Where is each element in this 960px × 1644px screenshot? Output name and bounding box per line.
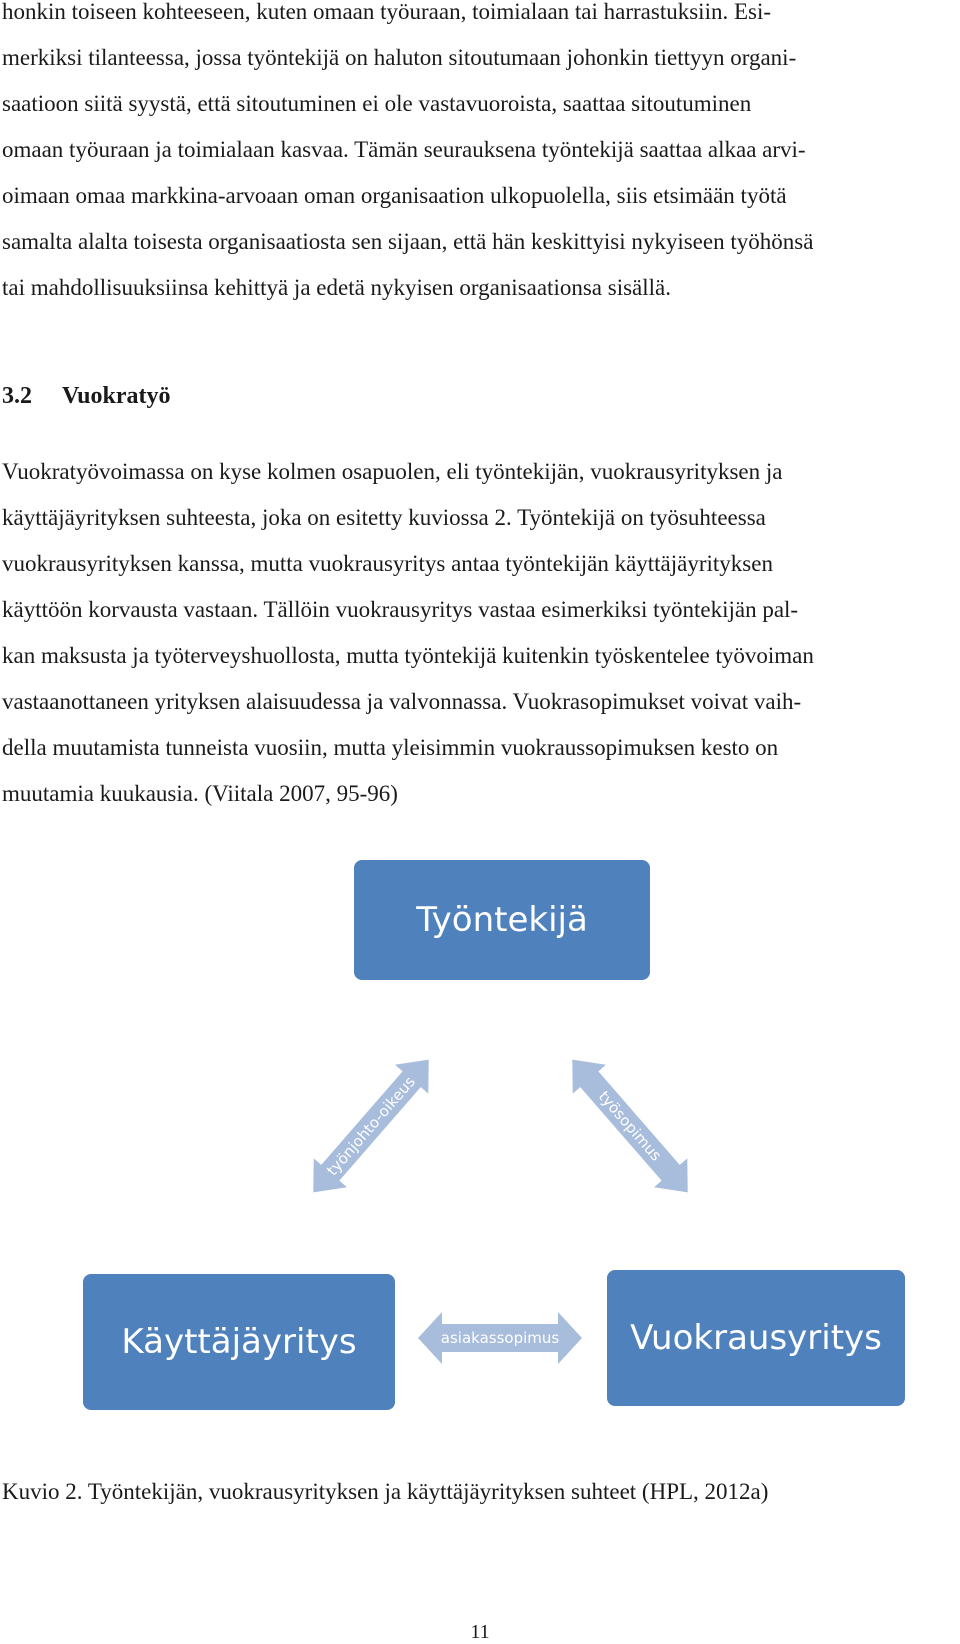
user-company-box [83,1274,395,1410]
text-line: samalta alalta toisesta organisaatiosta sen sijaan, että hän keskittyisi nykyiseen työhönsä [2,229,814,254]
text-line: vuokrausyrityksen kanssa, mutta vuokrausyritys antaa työntekijän käyttäjäyrityksen [2,551,773,576]
section-number: 3.2 [2,383,32,409]
section-title: Vuokratyö [62,383,171,409]
text-line: oimaan omaa markkina-arvoaan oman organisaation ulkopuolella, siis etsimään työtä [2,183,787,208]
text-line: della muutamista tunneista vuosiin, mutta yleisimmin vuokraussopimuksen kesto on [2,735,779,760]
employment-contract-label: työsopimus [594,1087,666,1165]
employment-contract-arrow [556,1045,705,1207]
text-line: honkin toiseen kohteeseen, kuten omaan työuraan, toimialaan tai harrastuksiin. Esi- [2,0,772,24]
text-line: käyttäjäyrityksen suhteesta, joka on esitetty kuviossa 2. Työntekijä on työsuhteessa [2,505,766,530]
text-line: vastaanottaneen yrityksen alaisuudessa ja valvonnassa. Vuokrasopimukset voivat vaih- [2,689,802,714]
management-right-label: työnjohto-oikeus [323,1072,419,1180]
text-line: käyttöön korvausta vastaan. Tällöin vuokrausyritys vastaa esimerkiksi työntekijän pal- [2,597,799,622]
text-line: saatioon siitä syystä, että sitoutuminen ei ole vastavuoroista, saattaa sitoutuminen [2,91,752,116]
employee-label: Työntekijä [416,900,588,940]
text-line: muutamia kuukausia. (Viitala 2007, 95-96) [2,781,398,806]
agency-box [607,1270,905,1406]
text-line: kan maksusta ja työterveyshuollosta, mutta työntekijä kuitenkin työskentelee työvoiman [2,643,814,668]
page-number: 11 [470,1621,490,1643]
user-company-label: Käyttäjäyritys [121,1322,357,1362]
text-line: tai mahdollisuuksiinsa kehittyä ja edetä nykyisen organisaationsa sisällä. [2,275,671,300]
text-line: omaan työuraan ja toimialaan kasvaa. Tämän seurauksena työntekijä saattaa alkaa arvi- [2,137,806,162]
employee-box [354,860,650,980]
client-contract-arrow [418,1312,582,1364]
management-right-arrow [297,1045,446,1207]
text-line: Vuokratyövoimassa on kyse kolmen osapuolen, eli työntekijän, vuokrausyrityksen ja [2,459,783,484]
client-contract-label: asiakassopimus [440,1329,560,1347]
agency-label: Vuokrausyritys [630,1318,882,1358]
text-line: merkiksi tilanteessa, jossa työntekijä on haluton sitoutumaan johonkin tiettyyn organi- [2,45,797,70]
figure-caption: Kuvio 2. Työntekijän, vuokrausyrityksen ja käyttäjäyrityksen suhteet (HPL, 2012a) [2,1479,769,1504]
